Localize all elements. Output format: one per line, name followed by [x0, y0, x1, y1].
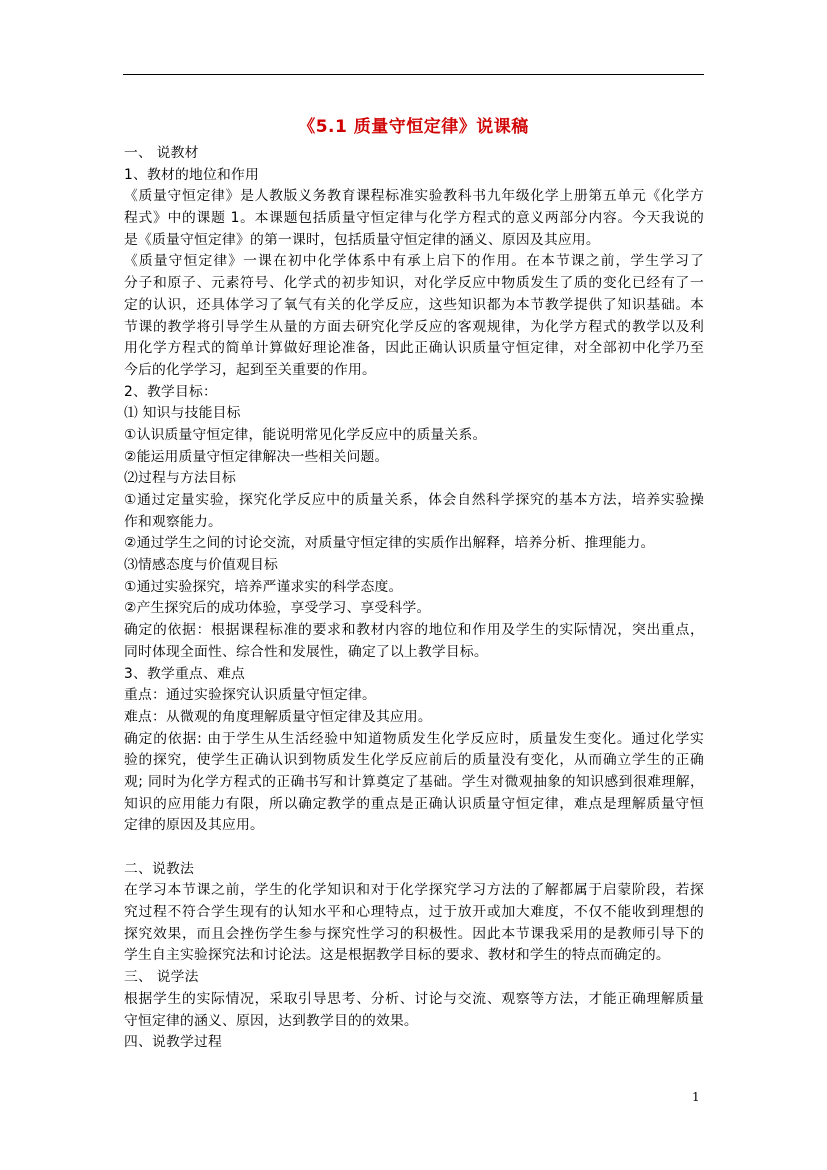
text-line: 节课的教学将引导学生从量的方面去研究化学反应的客观规律，为化学方程式的教学以及利: [124, 318, 704, 335]
text-line: 在学习本节课之前，学生的化学知识和对于化学探究学习方法的了解都属于启蒙阶段，若探: [124, 882, 704, 899]
document-title: 《5.1 质量守恒定律》说课稿: [298, 117, 529, 137]
text-line: 难点：从微观的角度理解质量守恒定律及其应用。: [124, 708, 432, 725]
text-line: ②通过学生之间的讨论交流，对质量守恒定律的实质作出解释，培养分析、推理能力。: [124, 535, 655, 552]
text-line: 定的认识，还具体学习了氧气有关的化学反应，这些知识都为本节教学提供了知识基础。本: [124, 296, 704, 313]
text-line: 观; 同时为化学方程式的正确书写和计算奠定了基础。学生对微观抽象的知识感到很难理解，: [124, 773, 704, 790]
text-line: 定律的原因及其应用。: [124, 817, 264, 834]
text-line: 用化学方程式的简单计算做好理论准备，因此正确认识质量守恒定律，对全部初中化学乃至: [124, 340, 704, 357]
text-line: ②能运用质量守恒定律解决一些相关问题。: [124, 448, 389, 465]
text-line: 守恒定律的涵义、原因，达到教学目的的效果。: [124, 1012, 418, 1029]
text-line: 3、教学重点、难点: [124, 665, 245, 682]
text-line: 2、教学目标：: [124, 383, 217, 400]
text-line: 四、说教学过程: [124, 1034, 222, 1051]
document-body: [124, 143, 704, 1054]
text-line: ①认识质量守恒定律，能说明常见化学反应中的质量关系。: [124, 426, 487, 443]
page-number: 1: [692, 1090, 700, 1104]
text-line: 作和观察能力。: [124, 513, 222, 530]
text-line: 探究效果，而且会挫伤学生参与探究性学习的积极性。因此本节课我采用的是教师引导下的: [124, 925, 704, 942]
text-line: 重点：通过实验探究认识质量守恒定律。: [124, 687, 376, 704]
text-line: 《质量守恒定律》一课在初中化学体系中有承上启下的作用。在本节课之前，学生学习了: [124, 253, 704, 270]
text-line: 确定的依据：根据课程标准的要求和教材内容的地位和作用及学生的实际情况，突出重点，: [124, 622, 704, 639]
text-line: 二、说教法: [124, 860, 194, 877]
text-line: 确定的依据: 由于学生从生活经验中知道物质发生化学反应时，质量发生变化。通过化学实: [124, 730, 704, 747]
text-line: 是《质量守恒定律》的第一课时，包括质量守恒定律的涵义、原因及其应用。: [124, 231, 600, 248]
text-line: 验的探究，使学生正确认识到物质发生化学反应前后的质量没有变化，从而确立学生的正确: [124, 752, 704, 769]
text-line: 程式》中的课题 1。本课题包括质量守恒定律与化学方程式的意义两部分内容。今天我说的: [124, 210, 704, 227]
text-line: ⑴ 知识与技能目标: [124, 405, 241, 422]
text-line: 知识的应用能力有限，所以确定教学的重点是正确认识质量守恒定律，难点是理解质量守恒: [124, 795, 704, 812]
text-line: 分子和原子、元素符号、化学式的初步知识，对化学反应中物质发生了质的变化已经有了一: [124, 275, 704, 292]
text-line: ①通过定量实验，探究化学反应中的质量关系，体会自然科学探究的基本方法，培养实验操: [124, 492, 704, 508]
header-rule: [123, 74, 704, 75]
text-line: 同时体现全面性、综合性和发展性，确定了以上教学目标。: [124, 643, 488, 660]
text-line: ⑶情感态度与价值观目标: [124, 557, 278, 574]
text-line: 根据学生的实际情况，采取引导思考、分析、讨论与交流、观察等方法，才能正确理解质量: [124, 990, 704, 1007]
text-line: 学生自主实验探究法和讨论法。这是根据教学目标的要求、教材和学生的特点而确定的。: [124, 947, 670, 964]
text-line: ②产生探究后的成功体验，享受学习、享受科学。: [124, 600, 431, 617]
text-line: 究过程不符合学生现有的认知水平和心理特点，过于放开或加大难度，不仅不能收到理想的: [124, 904, 704, 921]
text-line: ①通过实验探究，培养严谨求实的科学态度。: [124, 578, 403, 595]
text-line: ⑵过程与方法目标: [124, 470, 236, 487]
text-line: 《质量守恒定律》是人教版义务教育课程标准实验教科书九年级化学上册第五单元《化学方: [124, 188, 704, 205]
text-line: 一、 说教材: [124, 145, 199, 161]
text-line: 1、教材的地位和作用: [124, 166, 259, 183]
text-line: 三、 说学法: [124, 969, 199, 986]
text-line: 今后的化学学习，起到至关重要的作用。: [124, 361, 376, 378]
blank-line: [124, 837, 704, 859]
